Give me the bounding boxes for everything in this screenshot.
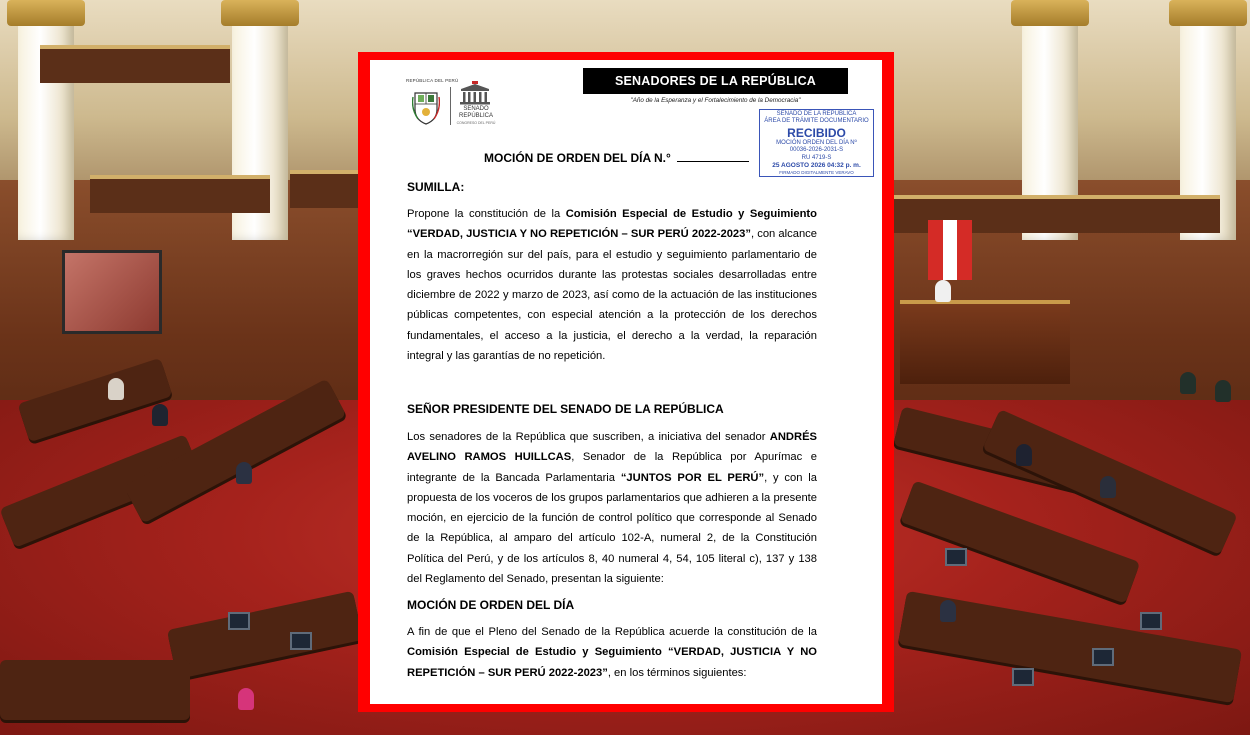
senator <box>940 600 956 622</box>
senator <box>238 688 254 710</box>
stamp-footer: FIRMADO DIGITALMENTE VERAVO <box>779 170 854 176</box>
stamp-line: MOCIÓN ORDEN DEL DÍA Nº <box>776 139 857 146</box>
stamp-line: ÁREA DE TRÁMITE DOCUMENTARIO <box>764 118 869 125</box>
column-capital <box>1011 0 1089 26</box>
peru-flag <box>928 220 972 280</box>
sumilla-heading: SUMILLA: <box>407 180 465 194</box>
text-run: , con alcance en la macrorregión sur del país, para el estudio y seguimiento parlamentario de los graves hechos ocurridos durante las protestas sociales desarrolladas entre diciembre de 2022 y marzo de 2023, así como de la actuación de las instituciones públicas competentes, con especial atención a la protección de los derechos fundamentales, el acceso a la justicia, el derecho a la verdad, la reparación integral y las garantías de no repetición. <box>407 228 817 363</box>
desk-monitor <box>1012 668 1034 686</box>
text-run: Los senadores de la República que suscriben, a iniciativa del senador <box>407 431 770 443</box>
senado-logo <box>406 73 502 131</box>
sumilla-paragraph <box>407 204 817 366</box>
balcony <box>90 175 270 213</box>
logo-senado-text <box>454 106 498 120</box>
senator <box>236 462 252 484</box>
intro-paragraph <box>407 427 817 589</box>
closing-paragraph <box>407 622 817 683</box>
desk-monitor <box>945 548 967 566</box>
stamp-date: 25 AGOSTO 2026 04:32 p. m. <box>772 162 861 170</box>
bold-text-run: ANDRÉS AVELINO RAMOS HUILLCAS <box>407 431 817 464</box>
senate-building-icon <box>458 81 492 105</box>
text-run: , en los términos siguientes: <box>607 666 747 679</box>
header-bar: SENADORES DE LA REPÚBLICA <box>583 68 848 94</box>
senator <box>1100 476 1116 498</box>
desk-monitor <box>1092 648 1114 666</box>
logo-arc-text: REPÚBLICA DEL PERÚ <box>406 78 459 83</box>
logo-senado-line1: SENADO <box>463 106 489 112</box>
section-heading: MOCIÓN DE ORDEN DEL DÍA <box>407 598 575 612</box>
rostrum <box>900 300 1070 384</box>
desk-row <box>0 660 190 720</box>
bold-text-run: Comisión Especial de Estudio y Seguimiento “VERDAD, JUSTICIA Y NO REPETICIÓN – SUR PERÚ 2022-2023” <box>407 646 817 679</box>
bold-text-run: Comisión Especial de Estudio y Seguimiento “VERDAD, JUSTICIA Y NO REPETICIÓN – SUR PERÚ 2022-2023” <box>407 208 817 241</box>
stamp-line: RU 4719-S <box>801 154 832 161</box>
reception-stamp <box>759 109 874 177</box>
senator <box>1215 380 1231 402</box>
motion-title-text: MOCIÓN DE ORDEN DEL DÍA N.° <box>484 151 671 165</box>
bold-text-run: “JUNTOS POR EL PERÚ” <box>620 471 765 484</box>
balcony <box>40 45 230 83</box>
text-run: , Senador de la República por Apurímac e integrante de la Bancada Parlamentaria <box>407 451 818 484</box>
column-capital <box>221 0 299 26</box>
stamp-line: SENADO DE LA REPÚBLICA <box>776 111 857 117</box>
tv-screen <box>62 250 162 334</box>
column-capital <box>1169 0 1247 26</box>
year-motto: "Año de la Esperanza y el Fortalecimiento de la Democracia" <box>630 97 801 104</box>
column <box>18 0 74 240</box>
desk-monitor <box>228 612 250 630</box>
logo-divider <box>450 87 451 125</box>
senator <box>152 404 168 426</box>
stamp-status: RECIBIDO <box>787 125 846 140</box>
desk-monitor <box>290 632 312 650</box>
senator <box>1016 444 1032 466</box>
column-capital <box>7 0 85 26</box>
senator <box>108 378 124 400</box>
stamp-line: 00036-2026-2031-S <box>789 147 844 154</box>
balcony <box>290 170 360 208</box>
addressee-heading: SEÑOR PRESIDENTE DEL SENADO DE LA REPÚBLICA <box>407 402 724 416</box>
senator <box>1180 372 1196 394</box>
motion-number-blank <box>677 151 749 162</box>
senator <box>935 280 951 302</box>
motion-title <box>484 151 749 165</box>
logo-senado-line2: REPÚBLICA <box>458 113 493 119</box>
text-run: Propone la constitución de la <box>407 208 566 220</box>
desk-monitor <box>1140 612 1162 630</box>
motion-document <box>370 60 882 704</box>
logo-small-text: CONGRESO DEL PERÚ <box>456 121 496 125</box>
text-run: A fin de que el Pleno del Senado de la República acuerde la constitución de la <box>407 626 817 638</box>
text-run: , y con la propuesta de los voceros de los grupos parlamentarios que adhieren a la presente moción, en ejercicio de la función de control político que corresponde al Senado de la República, al amparo del artículo 102-A, numeral 2, de la Constitución Política del Perú, y de los artículos 8, 40 numeral 4, 54, 105 literal c), 137 y 138 del Reglamento del Senado, presentan la siguiente: <box>407 471 817 586</box>
peru-coat-of-arms-icon <box>412 89 440 125</box>
